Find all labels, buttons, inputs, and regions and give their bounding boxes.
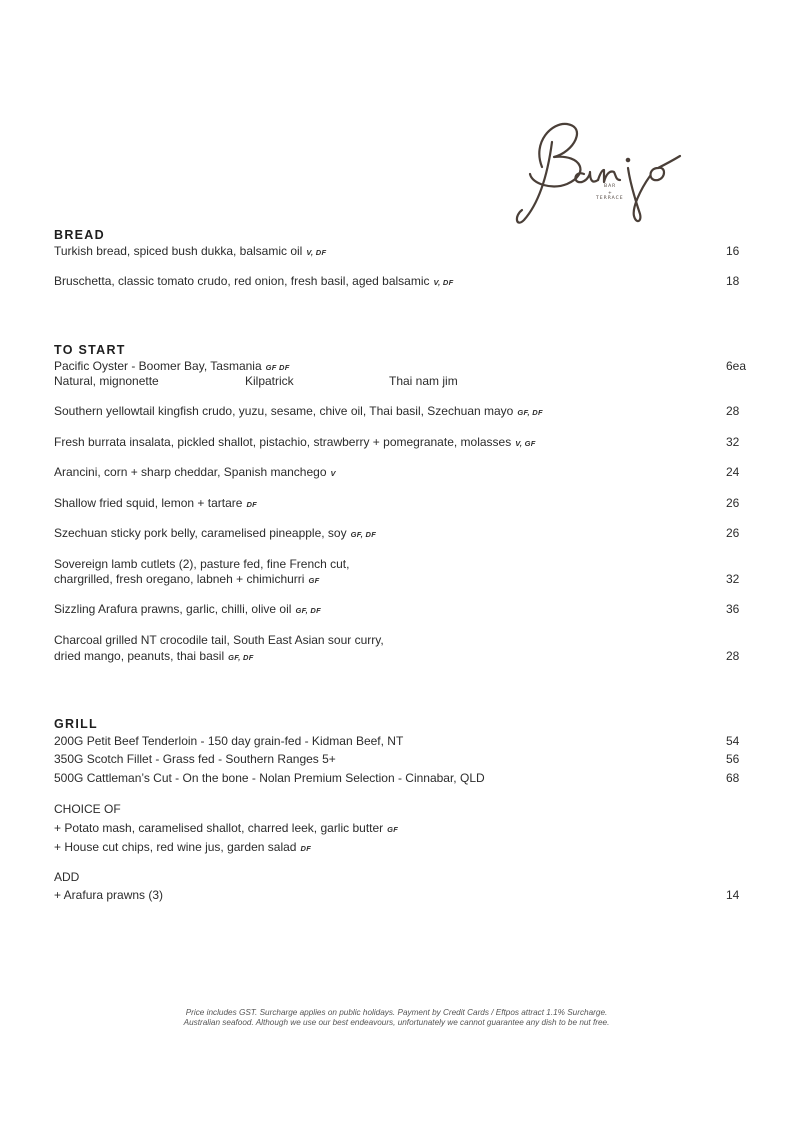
item-text: Pacific Oyster - Boomer Bay, Tasmania — [54, 359, 262, 373]
footer-note-line2: Australian seafood. Although we use our best endeavours, unfortunately we cannot guarantee any dish to be nut free. — [183, 1018, 610, 1027]
menu-item — [54, 526, 376, 542]
item-price: 18 — [726, 274, 740, 288]
grill-item: 350G Scotch Fillet - Grass fed - Southern Ranges 5+ — [54, 752, 336, 766]
grill-item: 500G Cattleman’s Cut - On the bone - Nolan Premium Selection - Cinnabar, QLD — [54, 771, 485, 785]
item-price: 26 — [726, 496, 740, 510]
banjo-script-logo-icon — [512, 112, 702, 232]
choice-item — [54, 821, 398, 837]
grill-heading: GRILL — [54, 717, 98, 731]
menu-item-lamb-line2 — [54, 572, 319, 588]
item-price: 28 — [726, 649, 740, 663]
footer-note-line1: Price includes GST. Surcharge applies on public holidays. Payment by Credit Cards / Eftpos attract 1.1% Surcharge. — [185, 1008, 608, 1017]
menu-item — [54, 274, 454, 290]
item-price: 26 — [726, 526, 740, 540]
banjo-logo — [512, 112, 702, 232]
menu-item-lamb-line1: Sovereign lamb cutlets (2), pasture fed, fine French cut, — [54, 557, 350, 571]
add-item: + Arafura prawns (3) — [54, 888, 164, 902]
item-text: Szechuan sticky pork belly, caramelised pineapple, soy — [54, 526, 347, 540]
item-price: 6ea — [726, 359, 747, 373]
dietary-tag: V — [330, 469, 336, 478]
dietary-tag: V, GF — [515, 439, 536, 448]
item-price: 32 — [726, 572, 740, 586]
item-text: chargrilled, fresh oregano, labneh + chimichurri — [54, 572, 305, 586]
item-price: 24 — [726, 465, 740, 479]
dietary-tag: V, DF — [306, 248, 327, 257]
item-price: 28 — [726, 404, 740, 418]
dietary-tag: GF, DF — [295, 606, 321, 615]
dietary-tag: GF, DF — [228, 653, 254, 662]
dietary-tag: DF — [246, 500, 258, 509]
item-price: 68 — [726, 771, 740, 785]
choice-of-label: CHOICE OF — [54, 802, 121, 816]
item-text: + Potato mash, caramelised shallot, charred leek, garlic butter — [54, 821, 384, 835]
item-text: dried mango, peanuts, thai basil — [54, 649, 225, 663]
item-price: 56 — [726, 752, 740, 766]
item-text: Southern yellowtail kingfish crudo, yuzu, sesame, chive oil, Thai basil, Szechuan mayo — [54, 404, 514, 418]
menu-item — [54, 435, 536, 451]
menu-item — [54, 244, 326, 260]
dietary-tag: V, DF — [433, 278, 454, 287]
choice-item — [54, 840, 311, 856]
to-start-heading: TO START — [54, 343, 126, 357]
item-text: Bruschetta, classic tomato crudo, red onion, fresh basil, aged balsamic — [54, 274, 430, 288]
oyster-option-kilpatrick: Kilpatrick — [245, 374, 294, 388]
item-text: Turkish bread, spiced bush dukka, balsamic oil — [54, 244, 303, 258]
dietary-tag: GF DF — [265, 363, 290, 372]
item-price: 36 — [726, 602, 740, 616]
menu-item — [54, 602, 321, 618]
item-price: 14 — [726, 888, 740, 902]
item-text: Shallow fried squid, lemon + tartare — [54, 496, 243, 510]
dietary-tag: GF, DF — [350, 530, 377, 539]
item-text: + House cut chips, red wine jus, garden salad — [54, 840, 297, 854]
dietary-tag: DF — [300, 844, 312, 853]
logo-plus-text: + — [608, 191, 613, 196]
bread-heading: BREAD — [54, 228, 105, 242]
menu-item — [54, 465, 336, 481]
item-text: Fresh burrata insalata, pickled shallot, pistachio, strawberry + pomegranate, molasses — [54, 435, 512, 449]
menu-item-croc-line1: Charcoal grilled NT crocodile tail, South East Asian sour curry, — [54, 633, 384, 647]
oyster-option-natural: Natural, mignonette — [54, 374, 159, 388]
dietary-tag: GF, DF — [517, 408, 543, 417]
logo-bar-text: BAR — [604, 184, 617, 189]
item-text: Sizzling Arafura prawns, garlic, chilli, olive oil — [54, 602, 292, 616]
item-text: Arancini, corn + sharp cheddar, Spanish manchego — [54, 465, 327, 479]
dietary-tag: GF — [308, 576, 320, 585]
grill-item: 200G Petit Beef Tenderloin - 150 day grain-fed - Kidman Beef, NT — [54, 734, 404, 748]
add-label: ADD — [54, 870, 80, 884]
item-price: 16 — [726, 244, 740, 258]
menu-item-oyster — [54, 359, 290, 375]
oyster-option-thai: Thai nam jim — [389, 374, 458, 388]
menu-item — [54, 404, 543, 420]
menu-item — [54, 496, 257, 512]
dietary-tag: GF — [387, 825, 399, 834]
item-price: 54 — [726, 734, 740, 748]
menu-item-croc-line2 — [54, 649, 254, 665]
logo-terrace-text: TERRACE — [596, 196, 624, 201]
item-price: 32 — [726, 435, 740, 449]
